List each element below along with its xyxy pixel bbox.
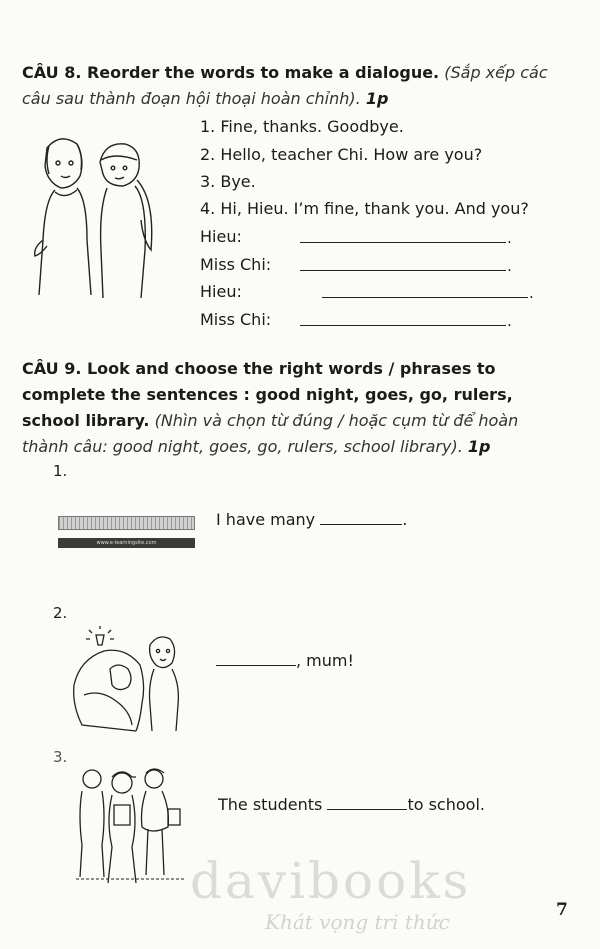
answer-line-1[interactable]: [300, 242, 506, 243]
students-illustration: [72, 765, 187, 887]
watermark-tagline: Khát vọng tri thức: [265, 910, 450, 934]
answer-end-2: .: [507, 257, 512, 275]
q9-heading: [22, 356, 567, 460]
sentence-3: [218, 795, 485, 814]
role-label-2: Miss Chi:: [200, 255, 272, 274]
sentence-3-after: to school.: [407, 795, 485, 814]
blank-1[interactable]: [320, 512, 402, 525]
page-number: 7: [556, 900, 568, 920]
dialogue-line-1: 1. Fine, thanks. Goodbye.: [200, 117, 404, 136]
blank-2[interactable]: [216, 653, 296, 666]
answer-line-4[interactable]: [300, 325, 506, 326]
ruler-image: [58, 516, 195, 550]
q9-instruction: (Nhìn và chọn từ đúng / hoặc cụm từ để hoàn thành câu: good night, goes, go, rulers, school library).: [22, 411, 519, 456]
sentence-1-after: .: [402, 510, 408, 529]
blank-3[interactable]: [327, 797, 407, 810]
sentence-2-after: , mum!: [296, 651, 354, 670]
answer-line-3[interactable]: [322, 297, 528, 298]
sentence-3-before: The students: [218, 795, 328, 814]
sentence-1-before: I have many: [216, 510, 321, 529]
q8-instruction: (Sắp xếp các câu sau thành đoạn hội thoại hoàn chỉnh).: [22, 63, 548, 108]
q8-points: 1p: [365, 89, 389, 108]
q9-title: CÂU 9. Look and choose the right words / phrases to complete the sentences : good night, goes, go, rulers, school library.: [22, 359, 513, 430]
item-number-1: 1.: [53, 462, 68, 480]
watermark-brand: davibooks: [190, 852, 472, 910]
item-number-2: 2.: [53, 604, 68, 622]
q8-title: CÂU 8. Reorder the words to make a dialogue.: [22, 63, 440, 82]
ruler-label: www.e-learningsite.com: [58, 538, 195, 548]
answer-end-3: .: [529, 284, 534, 302]
item-number-3: 3.: [53, 748, 68, 766]
role-label-4: Miss Chi:: [200, 310, 272, 329]
q9-points: 1p: [467, 437, 491, 456]
sentence-1: [216, 510, 407, 529]
dialogue-line-3: 3. Bye.: [200, 172, 256, 191]
dialogue-line-4: 4. Hi, Hieu. I’m fine, thank you. And you?: [200, 199, 529, 218]
sentence-2: [216, 651, 354, 670]
teacher-boy-illustration: [25, 130, 160, 305]
bedtime-illustration: [70, 625, 185, 735]
answer-end-1: .: [507, 229, 512, 247]
answer-line-2[interactable]: [300, 270, 506, 271]
answer-end-4: .: [507, 312, 512, 330]
q8-heading: [22, 60, 567, 112]
role-label-1: Hieu:: [200, 227, 242, 246]
role-label-3: Hieu:: [200, 282, 242, 301]
dialogue-line-2: 2. Hello, teacher Chi. How are you?: [200, 145, 483, 164]
